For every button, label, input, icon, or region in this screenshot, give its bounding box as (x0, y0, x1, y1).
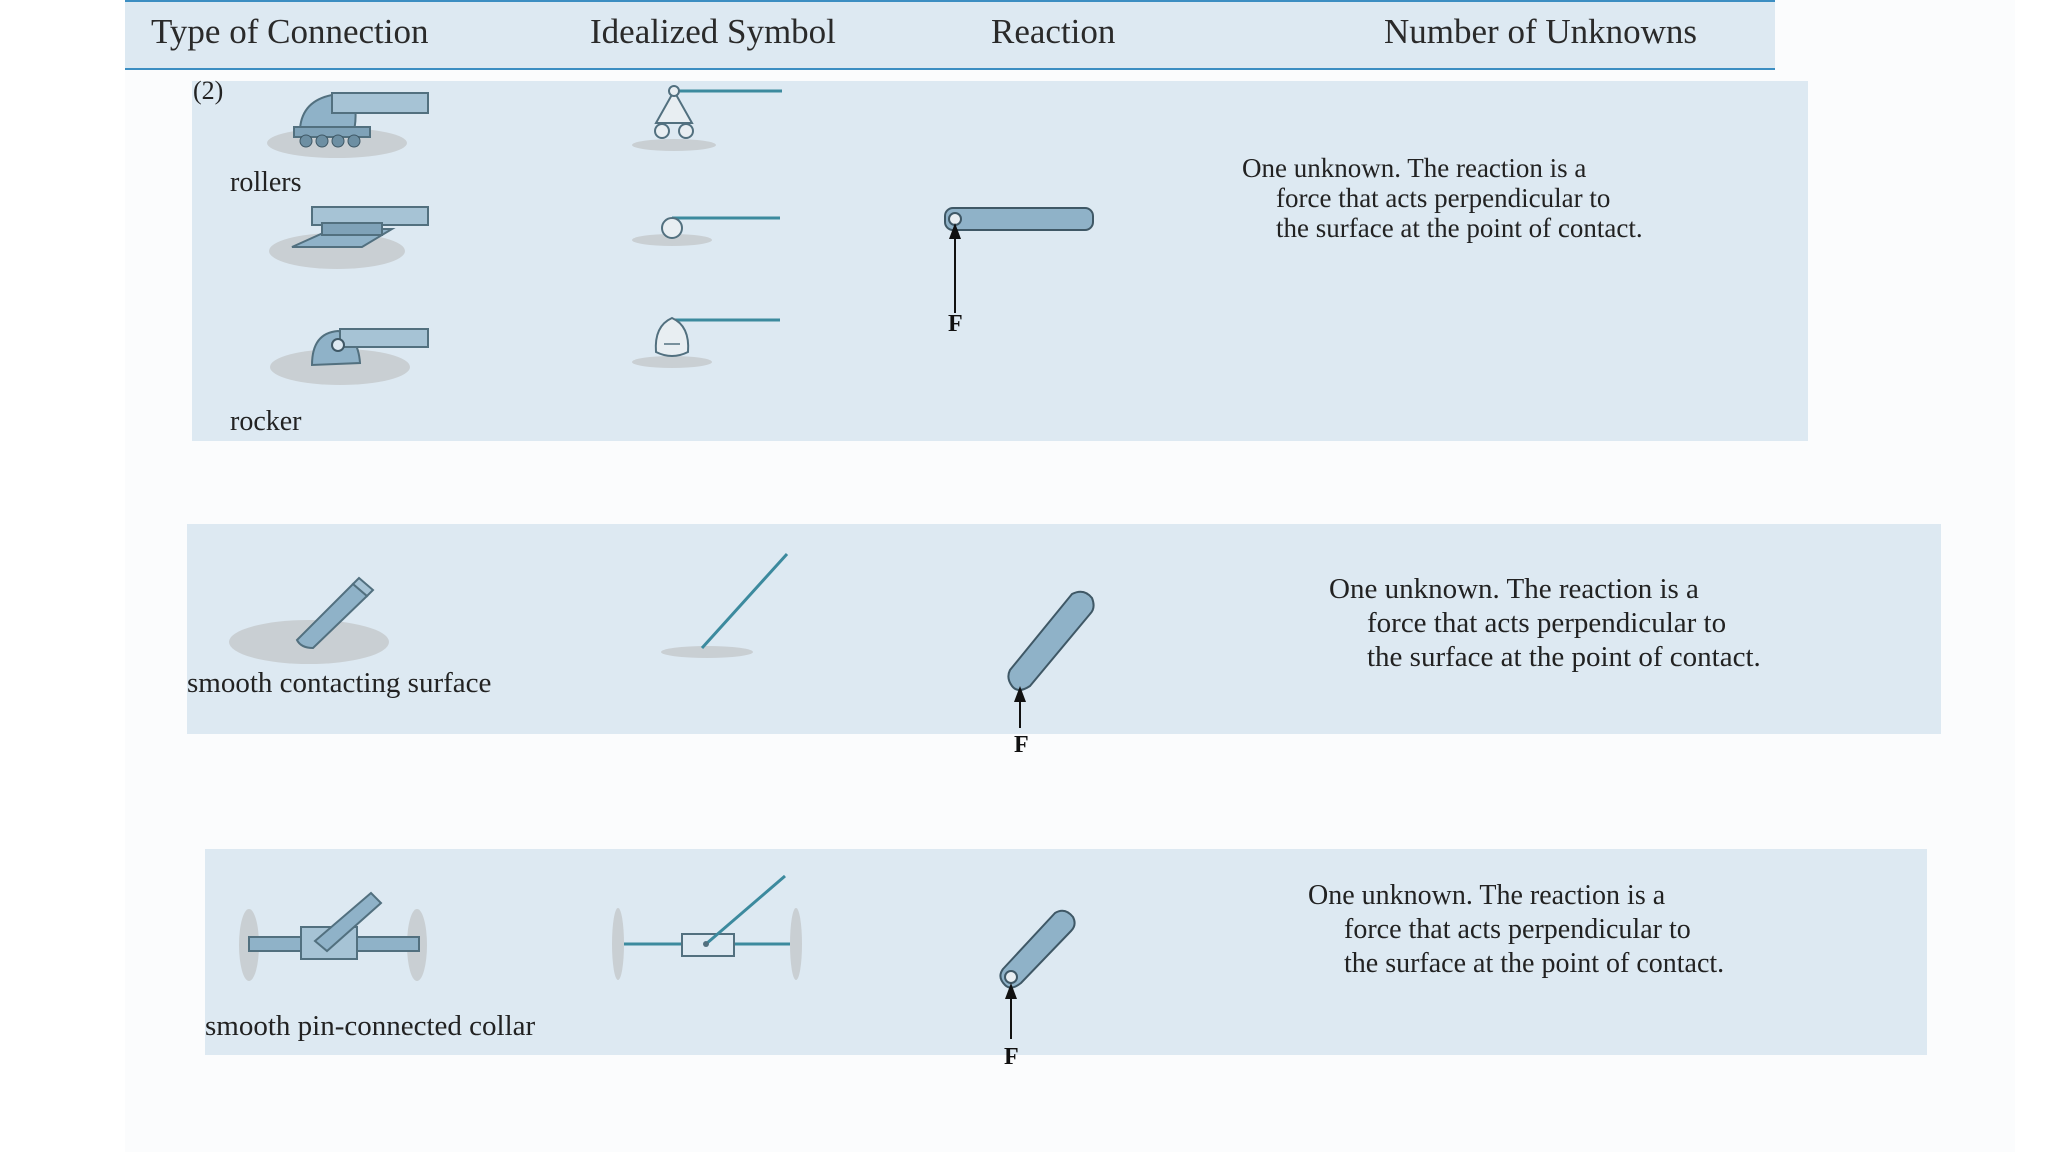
desc-row1-line2: force that acts perpendicular to (1276, 183, 1611, 213)
desc-row2-line1: One unknown. The reaction is a (1329, 573, 1699, 605)
desc-row3-line3: the surface at the point of contact. (1344, 948, 1725, 979)
desc-row1-line1: One unknown. The reaction is a (1242, 153, 1587, 183)
rocker-illustration (262, 311, 442, 391)
pin-collar-symbol (610, 874, 810, 994)
header-idealized-symbol: Idealized Symbol (590, 12, 836, 51)
smooth-surface-symbol (652, 544, 812, 664)
description-row2 (1329, 572, 1761, 674)
desc-row1-line3: the surface at the point of contact. (1276, 213, 1643, 243)
force-label-row2: F (1014, 732, 1029, 758)
roller-symbol-1 (632, 81, 772, 161)
force-label-row1: F (948, 311, 963, 337)
pin-collar-illustration (235, 879, 435, 1009)
desc-row2-line3: the surface at the point of contact. (1367, 641, 1761, 673)
roller-symbol-2 (632, 206, 792, 266)
label-rocker: rocker (230, 406, 302, 437)
smooth-surface-illustration (227, 544, 407, 674)
label-rollers: rollers (230, 167, 302, 198)
label-smooth-pin-connected-collar: smooth pin-connected collar (205, 1010, 536, 1042)
header-reaction: Reaction (991, 12, 1116, 51)
desc-row2-line2: force that acts perpendicular to (1367, 607, 1727, 639)
cylinder-roller-illustration (262, 201, 442, 281)
reaction-figure-row2 (1002, 564, 1122, 758)
roller-bearing-illustration (262, 81, 442, 161)
table-header (125, 0, 1775, 70)
desc-row3-line1: One unknown. The reaction is a (1308, 880, 1666, 911)
reaction-figure-row3 (995, 899, 1105, 1070)
row-smooth-contacting-surface (187, 524, 1941, 758)
desc-row3-line2: force that acts perpendicular to (1344, 914, 1691, 945)
rocker-symbol (632, 306, 792, 376)
row-rollers-rocker (192, 76, 1808, 441)
description-row1 (1242, 153, 1643, 243)
force-label-row3: F (1004, 1044, 1019, 1070)
description-row3 (1308, 879, 1724, 981)
header-number-of-unknowns: Number of Unknowns (1384, 12, 1698, 51)
label-smooth-contacting-surface: smooth contacting surface (187, 667, 492, 699)
row-smooth-pin-connected-collar (205, 849, 1927, 1070)
header-type-of-connection: Type of Connection (151, 12, 429, 51)
reaction-figure-row1 (937, 201, 1097, 336)
row-number: (2) (193, 76, 224, 105)
